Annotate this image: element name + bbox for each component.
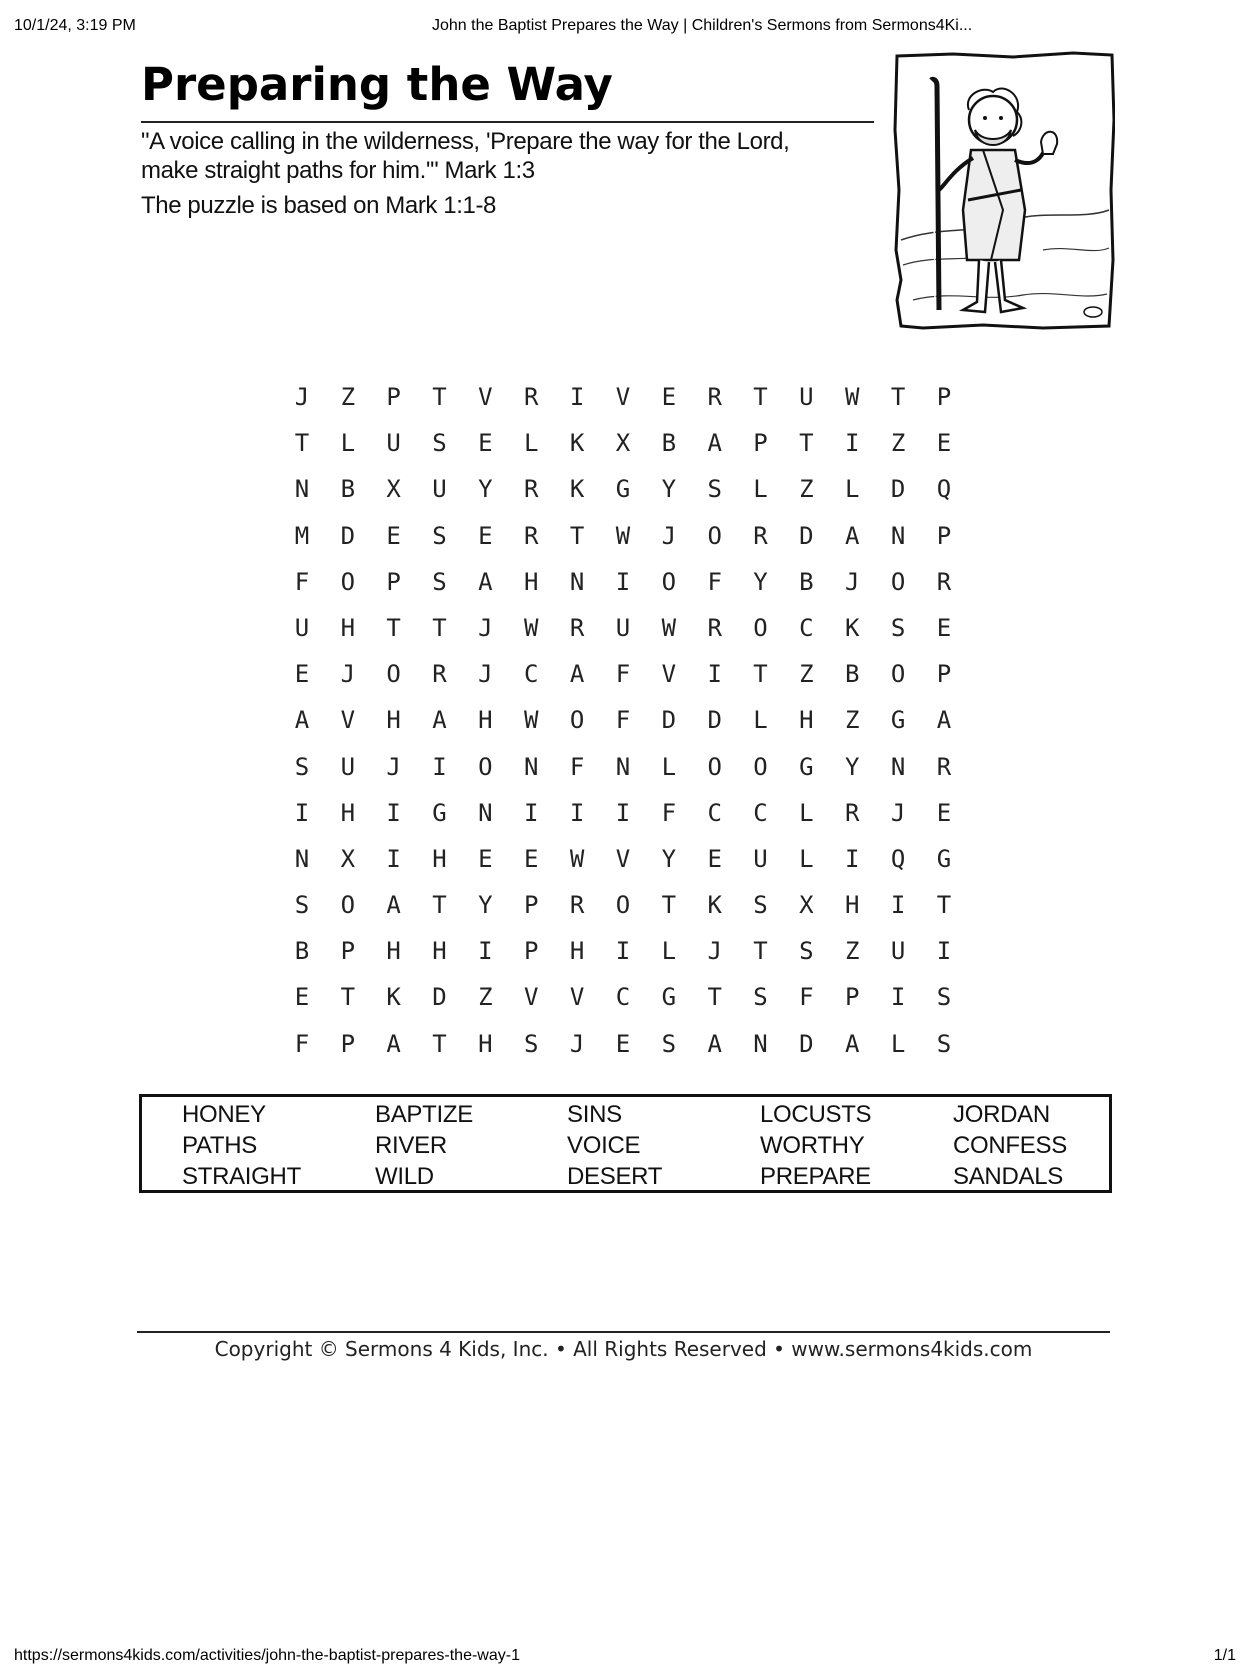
grid-letter: B <box>661 429 677 458</box>
grid-letter: L <box>524 429 539 458</box>
grid-letter: N <box>569 567 585 596</box>
grid-row <box>279 697 967 743</box>
grid-letter: B <box>340 475 356 504</box>
grid-letter: G <box>615 475 631 504</box>
grid-letter: A <box>386 891 401 920</box>
grid-letter: O <box>890 567 906 596</box>
grid-letter: N <box>753 1029 768 1058</box>
word-list-box <box>139 1094 1112 1193</box>
grid-letter: X <box>340 844 356 873</box>
grid-letter: H <box>478 1029 493 1058</box>
grid-letter: V <box>569 983 585 1012</box>
grid-letter: L <box>661 937 677 966</box>
grid-letter: L <box>661 752 677 781</box>
grid-letter: K <box>845 613 860 642</box>
grid-letter: P <box>524 891 539 920</box>
grid-letter: H <box>386 706 401 735</box>
grid-letter: L <box>753 706 768 735</box>
grid-letter: R <box>707 383 722 411</box>
grid-letter: R <box>753 521 768 550</box>
grid-letter: S <box>432 567 447 596</box>
print-header-datetime: 10/1/24, 3:19 PM <box>14 17 136 34</box>
grid-letter: N <box>615 752 631 781</box>
grid-letter: I <box>845 429 860 458</box>
grid-letter: E <box>707 844 722 873</box>
grid-letter: T <box>890 383 906 411</box>
grid-letter: O <box>569 706 585 735</box>
grid-letter: Y <box>661 475 677 504</box>
grid-letter: E <box>478 844 493 873</box>
grid-letter: R <box>845 798 860 827</box>
grid-row <box>279 374 967 420</box>
grid-letter: B <box>845 660 860 689</box>
grid-letter: A <box>569 660 585 689</box>
grid-letter: K <box>707 891 722 920</box>
grid-letter: A <box>478 567 493 596</box>
grid-row <box>279 559 967 605</box>
word-list-column-1 <box>182 1099 301 1192</box>
grid-letter: A <box>845 521 860 550</box>
grid-letter: N <box>524 752 539 781</box>
grid-letter: F <box>294 1029 310 1058</box>
grid-letter: G <box>936 844 952 873</box>
grid-letter: R <box>524 521 539 550</box>
grid-letter: I <box>569 798 585 827</box>
grid-letter: I <box>890 891 906 920</box>
grid-letter: Y <box>661 844 677 873</box>
grid-letter: P <box>386 567 401 596</box>
grid-letter: C <box>753 798 768 827</box>
word-list-item: PATHS <box>182 1132 257 1159</box>
grid-letter: S <box>890 613 906 642</box>
grid-letter: R <box>524 475 539 504</box>
grid-letter: A <box>936 706 952 735</box>
grid-letter: H <box>340 798 356 827</box>
word-list-item: CONFESS <box>953 1132 1067 1159</box>
john-the-baptist-illustration <box>893 50 1115 330</box>
grid-letter: W <box>524 706 539 735</box>
scripture-quote-line-2: make straight paths for him.'" Mark 1:3 <box>141 157 535 184</box>
word-list-item: RIVER <box>375 1132 447 1159</box>
grid-letter: I <box>386 844 401 873</box>
grid-letter: O <box>340 567 356 596</box>
grid-letter: J <box>340 660 356 689</box>
grid-letter: E <box>294 660 310 689</box>
grid-letter: O <box>615 891 631 920</box>
grid-letter: V <box>615 844 631 873</box>
word-list-item: WORTHY <box>760 1132 865 1159</box>
grid-letter: W <box>569 844 585 873</box>
grid-letter: U <box>753 844 768 873</box>
grid-letter: L <box>799 844 814 873</box>
grid-letter: O <box>707 521 722 550</box>
grid-letter: D <box>799 1029 814 1058</box>
grid-letter: B <box>294 937 310 966</box>
grid-letter: H <box>386 937 401 966</box>
grid-letter: S <box>753 983 768 1012</box>
grid-letter: T <box>753 937 768 966</box>
grid-letter: I <box>936 937 952 966</box>
scripture-quote <box>141 127 861 185</box>
grid-letter: Z <box>890 429 906 458</box>
grid-row <box>279 882 967 928</box>
grid-letter: P <box>340 1029 356 1058</box>
grid-row <box>279 466 967 512</box>
grid-letter: O <box>753 752 768 781</box>
grid-row <box>279 1021 967 1067</box>
grid-letter: O <box>340 891 356 920</box>
grid-letter: H <box>569 937 585 966</box>
grid-letter: J <box>890 798 906 827</box>
grid-letter: E <box>386 521 401 550</box>
grid-letter: V <box>524 983 539 1012</box>
grid-letter: R <box>936 752 952 781</box>
grid-letter: O <box>707 752 722 781</box>
grid-letter: E <box>294 983 310 1012</box>
grid-letter: P <box>340 937 356 966</box>
grid-row <box>279 651 967 697</box>
grid-letter: O <box>890 660 906 689</box>
grid-letter: Z <box>799 475 814 504</box>
grid-letter: I <box>707 660 722 689</box>
grid-letter: J <box>386 752 401 781</box>
grid-letter: P <box>386 383 401 411</box>
grid-letter: T <box>432 891 447 920</box>
grid-letter: I <box>386 798 401 827</box>
grid-letter: C <box>799 613 814 642</box>
word-list-item: BAPTIZE <box>375 1101 473 1128</box>
grid-letter: P <box>936 383 952 411</box>
copyright-notice: Copyright © Sermons 4 Kids, Inc. • All Rights Reserved • www.sermons4kids.com <box>214 1337 1033 1361</box>
grid-letter: H <box>524 567 539 596</box>
grid-letter: T <box>661 891 677 920</box>
grid-row <box>279 513 967 559</box>
grid-letter: Z <box>845 937 860 966</box>
grid-letter: P <box>524 937 539 966</box>
grid-letter: H <box>799 706 814 735</box>
grid-letter: S <box>799 937 814 966</box>
grid-letter: Y <box>478 475 493 504</box>
grid-letter: Y <box>845 752 860 781</box>
grid-letter: S <box>524 1029 539 1058</box>
grid-letter: A <box>707 429 722 458</box>
print-header-page-title: John the Baptist Prepares the Way | Children's Sermons from Sermons4Ki... <box>432 17 973 34</box>
grid-letter: L <box>799 798 814 827</box>
worksheet-title: Preparing the Way <box>141 58 613 111</box>
grid-letter: N <box>890 752 906 781</box>
grid-letter: J <box>707 937 722 966</box>
grid-letter: F <box>799 983 814 1012</box>
grid-letter: B <box>799 567 814 596</box>
grid-letter: E <box>478 429 493 458</box>
grid-letter: L <box>753 475 768 504</box>
grid-letter: R <box>524 383 539 411</box>
word-list-item: SANDALS <box>953 1163 1063 1190</box>
grid-letter: V <box>661 660 677 689</box>
grid-letter: U <box>432 475 447 504</box>
grid-letter: S <box>936 1029 952 1058</box>
word-list-column-2 <box>375 1099 473 1192</box>
grid-letter: Y <box>478 891 493 920</box>
grid-letter: H <box>340 613 356 642</box>
grid-letter: O <box>661 567 677 596</box>
grid-row <box>279 836 967 882</box>
grid-letter: X <box>615 429 631 458</box>
grid-letter: J <box>569 1029 585 1058</box>
grid-letter: U <box>294 613 310 642</box>
grid-letter: I <box>569 383 585 411</box>
grid-letter: E <box>524 844 539 873</box>
grid-letter: M <box>294 521 310 550</box>
grid-letter: T <box>294 429 310 458</box>
grid-letter: D <box>661 706 677 735</box>
grid-letter: J <box>845 567 860 596</box>
grid-letter: T <box>386 613 401 642</box>
grid-row <box>279 744 967 790</box>
grid-letter: D <box>432 983 447 1012</box>
grid-letter: H <box>432 937 447 966</box>
word-list-item: STRAIGHT <box>182 1163 301 1190</box>
word-list-item: LOCUSTS <box>760 1101 872 1128</box>
grid-letter: R <box>707 613 722 642</box>
grid-letter: G <box>890 706 906 735</box>
grid-letter: Z <box>845 706 860 735</box>
grid-letter: A <box>294 706 310 735</box>
grid-letter: D <box>799 521 814 550</box>
grid-letter: R <box>432 660 447 689</box>
grid-letter: V <box>615 383 631 411</box>
grid-letter: G <box>799 752 814 781</box>
grid-letter: W <box>845 383 860 411</box>
grid-letter: D <box>340 521 356 550</box>
grid-row <box>279 974 967 1020</box>
grid-letter: Z <box>478 983 493 1012</box>
grid-letter: S <box>432 521 447 550</box>
grid-letter: S <box>936 983 952 1012</box>
word-list-item: VOICE <box>567 1132 641 1159</box>
grid-letter: X <box>386 475 401 504</box>
grid-letter: S <box>661 1029 677 1058</box>
grid-letter: I <box>615 798 631 827</box>
grid-letter: I <box>615 937 631 966</box>
scripture-quote-line-1: "A voice calling in the wilderness, 'Prepare the way for the Lord, <box>141 128 790 155</box>
grid-letter: Z <box>340 383 356 411</box>
grid-letter: P <box>936 660 952 689</box>
grid-letter: S <box>753 891 768 920</box>
grid-letter: K <box>569 475 585 504</box>
grid-letter: E <box>936 798 952 827</box>
grid-letter: N <box>478 798 493 827</box>
grid-letter: I <box>432 752 447 781</box>
grid-letter: E <box>615 1029 631 1058</box>
grid-letter: F <box>707 567 722 596</box>
grid-letter: V <box>340 706 356 735</box>
grid-row <box>279 420 967 466</box>
grid-letter: T <box>432 1029 447 1058</box>
grid-letter: I <box>845 844 860 873</box>
grid-letter: K <box>386 983 401 1012</box>
word-list-item: JORDAN <box>953 1101 1050 1128</box>
grid-letter: E <box>936 613 952 642</box>
grid-letter: W <box>615 521 631 550</box>
grid-letter: K <box>569 429 585 458</box>
grid-row <box>279 605 967 651</box>
grid-letter: H <box>432 844 447 873</box>
grid-letter: A <box>707 1029 722 1058</box>
word-list-item: SINS <box>567 1101 622 1128</box>
grid-letter: F <box>294 567 310 596</box>
grid-letter: N <box>890 521 906 550</box>
grid-letter: Y <box>753 567 768 596</box>
grid-letter: G <box>432 798 447 827</box>
grid-letter: P <box>936 521 952 550</box>
footer-rule <box>137 1331 1110 1333</box>
grid-letter: W <box>524 613 539 642</box>
grid-letter: U <box>615 613 631 642</box>
grid-letter: T <box>340 983 356 1012</box>
grid-letter: I <box>890 983 906 1012</box>
word-list-item: HONEY <box>182 1101 266 1128</box>
grid-letter: T <box>753 383 768 411</box>
grid-letter: A <box>845 1029 860 1058</box>
grid-letter: D <box>707 706 722 735</box>
title-underline <box>141 121 874 123</box>
grid-letter: H <box>478 706 493 735</box>
grid-letter: G <box>661 983 677 1012</box>
grid-letter: F <box>615 660 631 689</box>
grid-letter: A <box>432 706 447 735</box>
word-list-column-4 <box>760 1099 871 1192</box>
grid-letter: N <box>294 844 310 873</box>
word-list-item: DESERT <box>567 1163 663 1190</box>
grid-letter: E <box>661 383 677 411</box>
grid-letter: O <box>753 613 768 642</box>
grid-letter: C <box>707 798 722 827</box>
grid-letter: O <box>386 660 401 689</box>
grid-letter: D <box>890 475 906 504</box>
grid-letter: H <box>845 891 860 920</box>
word-list-item: WILD <box>375 1163 434 1190</box>
grid-letter: U <box>890 937 906 966</box>
grid-letter: Q <box>890 844 906 873</box>
grid-letter: U <box>799 383 814 411</box>
grid-letter: S <box>294 891 310 920</box>
grid-row <box>279 928 967 974</box>
grid-letter: N <box>294 475 310 504</box>
grid-letter: R <box>936 567 952 596</box>
grid-letter: W <box>661 613 677 642</box>
grid-letter: P <box>753 429 768 458</box>
word-search-grid <box>279 374 967 1067</box>
grid-row <box>279 790 967 836</box>
grid-letter: U <box>386 429 401 458</box>
grid-letter: J <box>294 383 310 411</box>
grid-letter: A <box>386 1029 401 1058</box>
grid-letter: T <box>799 429 814 458</box>
puzzle-based-on: The puzzle is based on Mark 1:1-8 <box>141 192 496 219</box>
grid-letter: E <box>936 429 952 458</box>
grid-letter: E <box>478 521 493 550</box>
grid-letter: I <box>478 937 493 966</box>
grid-letter: C <box>524 660 539 689</box>
grid-letter: L <box>340 429 356 458</box>
grid-letter: C <box>615 983 631 1012</box>
grid-letter: T <box>432 383 447 411</box>
grid-letter: S <box>432 429 447 458</box>
word-list-column-3 <box>567 1099 662 1192</box>
grid-letter: J <box>478 613 493 642</box>
grid-letter: R <box>569 891 585 920</box>
word-list-column-5 <box>953 1099 1067 1192</box>
grid-letter: P <box>845 983 860 1012</box>
grid-letter: U <box>340 752 356 781</box>
grid-letter: I <box>524 798 539 827</box>
grid-letter: Z <box>799 660 814 689</box>
print-footer-page-number: 1/1 <box>1213 1647 1236 1664</box>
grid-letter: S <box>294 752 310 781</box>
grid-letter: T <box>936 891 952 920</box>
grid-letter: F <box>569 752 585 781</box>
grid-letter: F <box>615 706 631 735</box>
grid-letter: Q <box>936 475 952 504</box>
grid-letter: T <box>707 983 722 1012</box>
grid-letter: S <box>707 475 722 504</box>
grid-letter: I <box>294 798 310 827</box>
grid-letter: L <box>845 475 860 504</box>
grid-letter: V <box>478 383 493 411</box>
print-footer-url: https://sermons4kids.com/activities/john-the-baptist-prepares-the-way-1 <box>14 1647 520 1664</box>
grid-letter: L <box>890 1029 906 1058</box>
grid-letter: O <box>478 752 493 781</box>
word-list-item: PREPARE <box>760 1163 871 1190</box>
grid-letter: I <box>615 567 631 596</box>
grid-letter: J <box>661 521 677 550</box>
grid-letter: J <box>478 660 493 689</box>
grid-letter: F <box>661 798 677 827</box>
grid-letter: R <box>569 613 585 642</box>
grid-letter: T <box>432 613 447 642</box>
grid-letter: X <box>799 891 814 920</box>
grid-letter: T <box>753 660 768 689</box>
grid-letter: T <box>569 521 585 550</box>
